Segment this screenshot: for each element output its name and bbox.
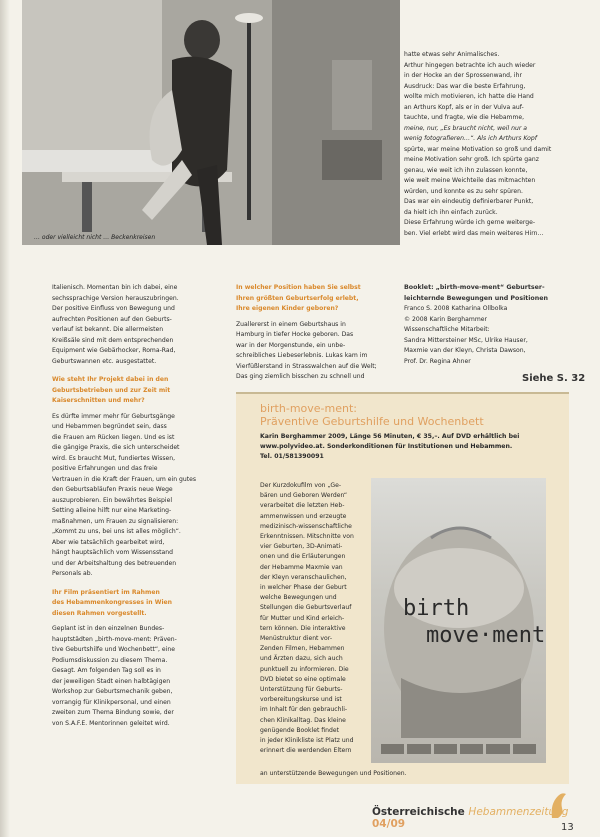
line: Es dürfte immer mehr für Geburtsgänge	[52, 412, 175, 420]
line: Tel. 01/581390091	[260, 453, 324, 460]
line: Ausdruck: Das war die beste Erfahrung,	[404, 82, 526, 90]
line: ammenwissen und erzeugte	[260, 512, 347, 520]
line: medizinisch-wissenschaftliche	[260, 522, 352, 530]
line: tive Geburtshilfe und Wochenbett“, eine	[52, 646, 175, 653]
line: Franco S. 2008 Katharina Ollbolka	[404, 305, 508, 312]
line: Hamburg in tiefer Hocke geboren. Das	[236, 331, 354, 338]
line: Aber wie tatsächlich gearbeitet wird,	[52, 538, 165, 546]
line: des Hebammenkongresses in Wien	[52, 599, 173, 606]
issue-number: 04/09	[372, 818, 406, 830]
line: da hielt ich ihn einfach zurück.	[404, 208, 498, 216]
line: Maxmie van der Kleyn, Christa Dawson,	[404, 347, 526, 354]
line: hatte etwas sehr Animalisches.	[404, 51, 500, 58]
question-1	[52, 375, 226, 407]
line: der Kleyn veranschaulichen,	[260, 573, 347, 581]
line: tern können. Die interaktive	[260, 624, 346, 632]
dvd-description	[260, 481, 360, 756]
line: von S.A.F.E. Mentorinnen geleitet wird.	[52, 719, 170, 727]
dvd-cover-logo-strip	[381, 739, 536, 759]
line: diesen Rahmen vorgestellt.	[52, 609, 147, 617]
page-number: 13	[561, 822, 574, 833]
line: Vierfüßlerstand in Strasswalchen auf die Welt;	[236, 362, 377, 370]
line: Menüstruktur dient vor-	[260, 635, 333, 643]
line: onen und die Erläuterungen	[260, 553, 346, 561]
line: Der Kurzdokufilm von „Ge-	[260, 482, 342, 489]
line: für Mutter und Kind erleich-	[260, 614, 345, 622]
line: auszuprobieren. Ein bewährtes Beispiel	[52, 496, 173, 504]
dvd-info-box	[236, 392, 569, 784]
line: genügende Booklet findet	[260, 726, 340, 734]
dvd-title-line-2: Präventive Geburtshilfe und Wochenbett	[260, 415, 484, 428]
magazine-prefix: Österreichische	[372, 806, 465, 818]
line: schreibliches Liebeserlebnis. Lukas kam im	[236, 352, 368, 359]
line: Italienisch. Momentan bin ich dabei, eine	[52, 284, 178, 291]
line: positive Erfahrungen und das freie	[52, 465, 158, 472]
line: an Arthurs Kopf, als er in der Vulva auf-	[404, 103, 524, 111]
line: im Inhalt für den gebrauchli-	[260, 706, 348, 714]
article-column-1	[52, 283, 226, 729]
line: die gängige Praxis, die sich unterscheidet	[52, 444, 180, 451]
line: Ihr Film präsentiert im Rahmen	[52, 588, 160, 596]
line: Setting alleine hilft nur eine Marketing-	[52, 507, 172, 514]
line: genau, wie weit ich ihn zulassen konnte,	[404, 166, 528, 174]
line: Wie steht Ihr Projekt dabei in den	[52, 376, 169, 383]
booklet-title: Booklet: „birth-move-ment“ Geburtser-	[404, 284, 545, 291]
line: meine, nur, „Es braucht nicht, weil nur a	[404, 124, 528, 132]
line: Zenden Filmen, Hebammen	[260, 645, 345, 653]
see-page-reference: Siehe S. 32	[522, 373, 586, 384]
line: welche Bewegungen und	[260, 594, 337, 602]
line: der jeweiligen Stadt einen halbtägigen	[52, 677, 171, 685]
line: verarbeitet die letzten Heb-	[260, 502, 345, 510]
page-edge-shadow	[0, 0, 10, 837]
magazine-suffix: Hebammenzeitung	[468, 806, 569, 818]
line: Wissenschaftliche Mitarbeit:	[404, 326, 490, 333]
line: in der Hocke an der Sprossenwand, ihr	[404, 72, 522, 79]
line: Arthur hingegen betrachte ich auch wieder	[404, 61, 536, 69]
line: maßnahmen, um Frauen zu signalisieren:	[52, 517, 179, 525]
line: hängt hauptsächlich vom Wissensstand	[52, 549, 173, 556]
article-column-2	[236, 283, 406, 383]
dvd-cover-image	[371, 478, 546, 763]
line: Unterstützung für Geburts-	[260, 686, 343, 694]
line: zweiten zum Thema Bindung sowie, der	[52, 709, 174, 716]
line: bären und Geboren Werden“	[260, 492, 348, 500]
dvd-cover-word-birth: birth	[403, 596, 470, 621]
booklet-subtitle: leichternde Bewegungen und Positionen	[404, 294, 548, 302]
line: vorrangig für Klinikpersonal, und einen	[52, 698, 171, 706]
question-3	[236, 283, 406, 315]
line: meine Motivation sehr groß. Ich spürte ganz	[404, 156, 539, 163]
line: wird. Es braucht Mut, fundiertes Wissen,	[52, 454, 176, 462]
line: und Ärzten dazu, sich auch	[260, 655, 343, 663]
line: Erkenntnissen. Mitschnitte von	[260, 533, 354, 541]
line: Equipment wie Gebärhocker, Roma-Rad,	[52, 347, 176, 354]
dvd-title	[260, 402, 484, 428]
line: würden, und konnte es zu sehr spüren.	[404, 187, 523, 195]
line: „Kommt zu uns, bei uns ist alles möglich“.	[52, 528, 181, 535]
line: der Hebamme Maxmie van	[260, 563, 343, 571]
line: und Hebammen begründet sein, dass	[52, 423, 167, 430]
line: Ihren größten Geburtserfolg erlebt,	[236, 294, 359, 302]
line: Sandra Mittersteiner MSc, Ulrike Hauser,	[404, 336, 528, 344]
line: wollte mich motivieren, ich hatte die Hand	[404, 93, 534, 100]
line: Geburtswannen etc. ausgestattet.	[52, 357, 157, 365]
line: punktuell zu informieren. Die	[260, 665, 349, 673]
line: Ihre eigenen Kinder geboren?	[236, 305, 339, 312]
line: aufrechten Positionen auf den Geburts-	[52, 315, 172, 323]
line: Podiumsdiskussion zu diesem Thema.	[52, 656, 168, 664]
line: Workshop zur Geburtsmechanik geben,	[52, 688, 173, 695]
dvd-title-line-1: birth-move-ment:	[260, 402, 357, 415]
line: spürte, war meine Motivation so groß und damit	[404, 145, 552, 153]
line: Stellungen die Geburtsverlauf	[260, 604, 352, 612]
line: vorbereitungskurse und ist	[260, 696, 342, 704]
photo-caption: … oder vielleicht nicht … Beckenkreisen	[34, 234, 156, 241]
line: Der positive Einfluss von Bewegung und	[52, 305, 175, 312]
answer-2	[52, 624, 226, 729]
dvd-meta	[260, 432, 560, 462]
photo-birth-position	[22, 0, 400, 245]
line: hauptstädten „birth-move-ment: Präven-	[52, 635, 177, 643]
photo-scene	[22, 0, 400, 245]
line: wenig fotografieren…“. Als ich Arthurs Kopf	[404, 135, 537, 142]
line: chen Klinikalltag. Das kleine	[260, 716, 346, 724]
line: den Geburtsabläufen Praxis neue Wege	[52, 486, 173, 493]
line: Gesagt. Am folgenden Tag soll es in	[52, 667, 161, 674]
line: Personals ab.	[52, 570, 93, 577]
line: verlauf ist bekannt. Die allermeisten	[52, 326, 164, 333]
dvd-cover-word-movement: move·ment	[426, 623, 546, 648]
line: Geburtsbetrieben und zur Zeit mit	[52, 386, 171, 394]
line: Das ging ziemlich bisschen zu schnell und	[236, 373, 365, 380]
line: © 2008 Karin Berghammer	[404, 315, 488, 323]
question-2	[52, 588, 226, 620]
line: in jeder Klinikliste ist Platz und	[260, 737, 354, 745]
line: war in der Morgenstunde, ein unbe-	[236, 341, 346, 349]
line: erinnert die werdenden Eltern	[260, 747, 352, 755]
line: wie weit meine Weichteile das mitmachten	[404, 177, 536, 184]
line: Prof. Dr. Regina Ahner	[404, 357, 471, 365]
line: sechssprachige Version herauszubringen.	[52, 294, 179, 302]
line: In welcher Position haben Sie selbst	[236, 284, 361, 291]
line: die Frauen am Rücken liegen. Und es ist	[52, 433, 175, 441]
line: tauchte, und fragte, wie die Hebamme,	[404, 114, 525, 121]
right-top-column	[404, 50, 574, 239]
line: Geplant ist in den einzelnen Bundes-	[52, 625, 165, 632]
line: DVD bietet so eine optimale	[260, 675, 346, 683]
line: Vertrauen in die Kraft der Frauen, um ein gutes	[52, 475, 197, 483]
line: Karin Berghammer 2009, Länge 56 Minuten, € 35,–. Auf DVD erhältlich bei	[260, 433, 520, 440]
line: www.polyvideo.at. Sonderkonditionen für Institutionen und Hebammen.	[260, 443, 513, 450]
dvd-description-end: an unterstützende Bewegungen und Positionen.	[260, 770, 407, 777]
line: Das war ein eindeutig definierbarer Punkt,	[404, 198, 534, 205]
line: und der Arbeitshaltung des betreuenden	[52, 559, 177, 567]
line: Kaiserschnitten und mehr?	[52, 397, 145, 404]
line: in welcher Phase der Geburt	[260, 584, 347, 592]
line: Zuallererst in einem Geburtshaus in	[236, 320, 346, 328]
line: vier Geburten, 3D-Animati-	[260, 543, 343, 551]
line: Diese Erfahrung würde ich gerne weiterge-	[404, 219, 536, 226]
line: Kreißsäle sind mit dem entsprechenden	[52, 336, 174, 344]
answer-1	[52, 412, 226, 580]
line: ben. Viel erlebt wird das mein weiteres Hirn…	[404, 229, 544, 237]
booklet-box	[404, 283, 574, 367]
